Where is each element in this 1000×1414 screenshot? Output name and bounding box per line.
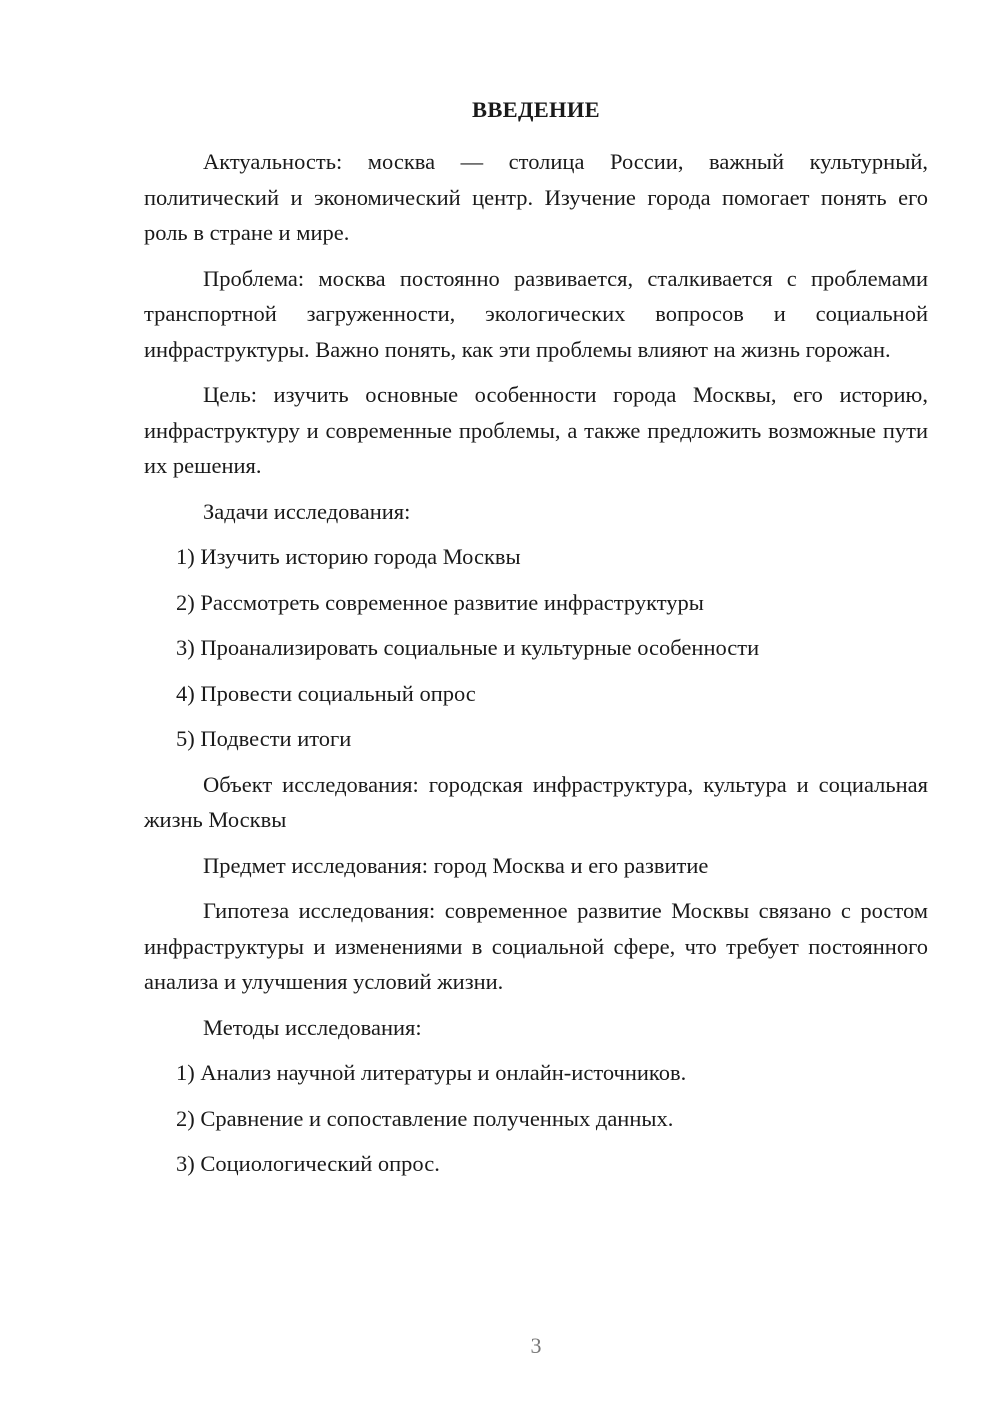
methods-list [144,1055,928,1182]
list-item: 5) Подвести итоги [176,726,352,751]
problem-paragraph: Проблема: москва постоянно развивается, сталкивается с проблемами транспортной загруженности, экологических вопросов и социальной инфраструктуры. Важно понять, как эти проблемы влияют на жизнь горожан. [144,265,928,362]
hypothesis-paragraph: Гипотеза исследования: современное развитие Москвы связано с ростом инфраструктуры и изменениями в социальной сфере, что требует постоянного анализа и улучшения условий жизни. [144,898,928,994]
list-item: 1) Изучить историю города Москвы [176,544,521,569]
goal-paragraph: Цель: изучить основные особенности города Москвы, его историю, инфраструктуру и современные проблемы, а также предложить возможные пути их решения. [144,382,928,478]
methods-title: Методы исследования: [203,1014,422,1040]
object-paragraph: Объект исследования: городская инфраструктура, культура и социальная жизнь Москвы [144,771,928,832]
list-item: 1) Анализ научной литературы и онлайн-источников. [176,1060,687,1085]
list-item: 3) Проанализировать социальные и культурные особенности [176,635,760,660]
relevance-paragraph: Актуальность: москва — столица России, важный культурный, политический и экономический центр. Изучение города помогает понять его роль в стране и мире. [144,149,928,245]
section-heading: ВВЕДЕНИЕ [472,97,600,122]
document-body [144,144,928,1192]
list-item: 3) Социологический опрос. [176,1151,440,1176]
list-item: 4) Провести социальный опрос [176,680,476,706]
list-item: 2) Рассмотреть современное развитие инфраструктуры [176,589,704,615]
tasks-title: Задачи исследования: [203,498,411,524]
list-item: 2) Сравнение и сопоставление полученных данных. [176,1105,674,1131]
subject-paragraph: Предмет исследования: город Москва и его развитие [203,852,709,878]
page-number: 3 [530,1333,542,1358]
tasks-list [144,539,928,757]
